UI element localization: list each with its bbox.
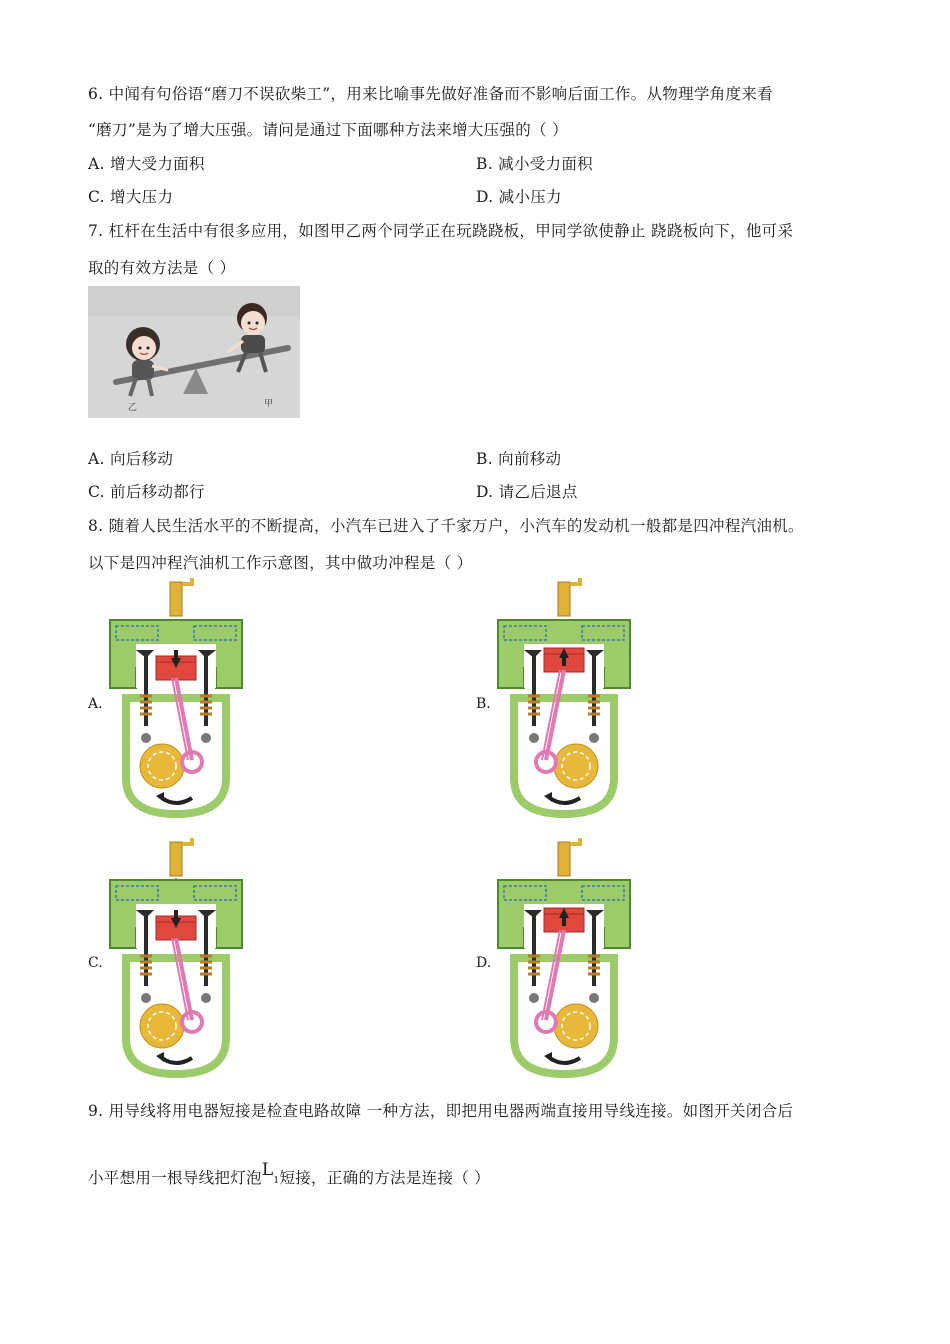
q7-stem-line2: 取的有效方法是（ ）: [88, 259, 236, 277]
q7-stem-line1: 7. 杠杆在生活中有很多应用，如图甲乙两个同学正在玩跷跷板，甲同学欲使静止 跷跷板向下，他可采: [88, 222, 794, 240]
q9-stem-pre: 小平想用一根导线把灯泡: [88, 1169, 262, 1187]
q8-option-d[interactable]: D.: [476, 955, 492, 971]
engine-diagram-b[interactable]: [494, 578, 634, 818]
q9-stem-line2: [88, 1160, 490, 1188]
q6-option-a[interactable]: A. 增大受力面积: [88, 155, 205, 173]
q6-option-d[interactable]: D. 减小压力: [476, 188, 562, 206]
q7-option-b[interactable]: B. 向前移动: [476, 450, 562, 468]
seesaw-label-jia: 甲: [264, 399, 274, 409]
q9-bulb-subscript: 1: [273, 1176, 280, 1186]
q8-stem-line1: 8. 随着人民生活水平的不断提高，小汽车已进入了千家万户，小汽车的发动机一般都是四冲程汽油机。: [88, 517, 804, 535]
q7-option-c[interactable]: C. 前后移动都行: [88, 483, 205, 501]
q8-option-b[interactable]: B.: [476, 696, 491, 712]
q9-stem-post: 短接，正确的方法是连接（ ）: [279, 1169, 491, 1187]
engine-diagram-c[interactable]: [106, 838, 246, 1078]
q7-option-d[interactable]: D. 请乙后退点: [476, 483, 578, 501]
engine-diagram-a[interactable]: [106, 578, 246, 818]
seesaw-photo: [88, 286, 300, 418]
q8-stem-line2: 以下是四冲程汽油机工作示意图，其中做功冲程是（ ）: [88, 554, 473, 572]
q8-option-a[interactable]: A.: [88, 696, 103, 712]
q6-option-c[interactable]: C. 增大压力: [88, 188, 174, 206]
q9-stem-line1: 9. 用导线将用电器短接是检查电路故障 一种方法，即把用电器两端直接用导线连接。如图开关闭合后: [88, 1102, 794, 1120]
seesaw-label-yi: 乙: [128, 403, 138, 413]
q9-bulb-symbol: L: [261, 1160, 274, 1180]
q6-option-b[interactable]: B. 减小受力面积: [476, 155, 593, 173]
q8-option-c[interactable]: C.: [88, 955, 103, 971]
q6-stem-line1: 6. 中闻有句俗语“磨刀不误砍柴工”，用来比喻事先做好准备而不影响后面工作。从物理学角度来看: [88, 85, 773, 103]
q6-stem-line2: “磨刀”是为了增大压强。请问是通过下面哪种方法来增大压强的（ ）: [88, 121, 568, 139]
q7-option-a[interactable]: A. 向后移动: [88, 450, 174, 468]
engine-diagram-d[interactable]: [494, 838, 634, 1078]
